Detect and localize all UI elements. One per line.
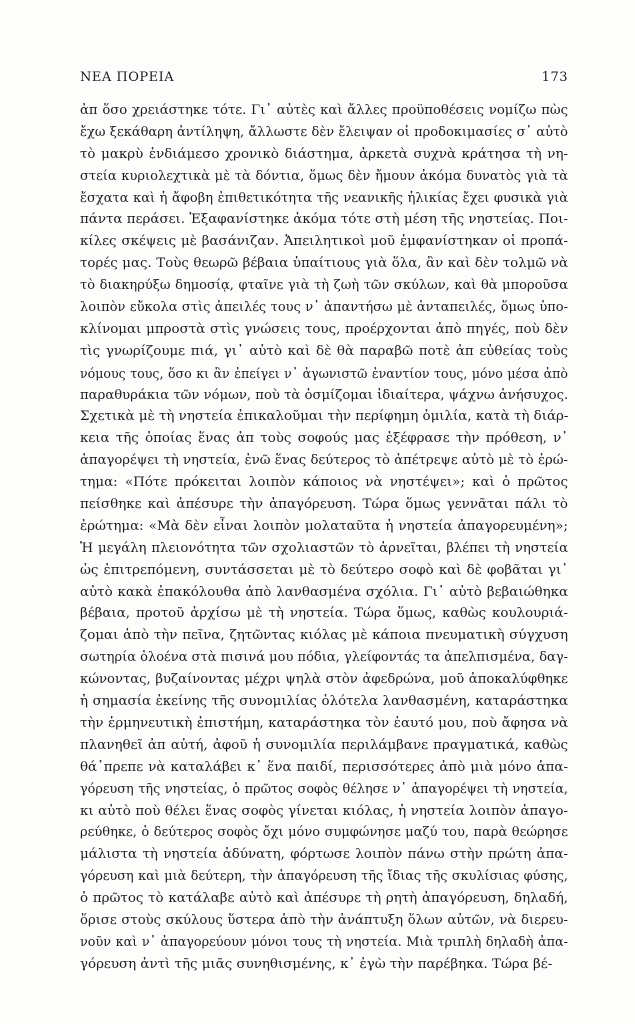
text-line: αὐτὸ κακὰ ἐπακόλουθα ἀπὸ λανθασμένα σχόλια. Γι᾽ αὐτὸ βεβαιώθηκα — [80, 584, 568, 600]
text-line: ὡς ἐπιτρεπόμενη, συντάσσεται μὲ τὸ δεύτερο σοφὸ καὶ δὲ φοβᾶται γι᾽ — [80, 562, 568, 578]
text-line: μάλιστα τὴ νηστεία ἀδύνατη, φόρτωσε λοιπὸν πάνω στὴν πρώτη ἀπα- — [80, 847, 568, 863]
text-line: τορές μας. Τοὺς θεωρῶ βέβαια ὑπαίτιους γιὰ ὅλα, ἂν καὶ δὲν τολμῶ νὰ — [80, 256, 568, 272]
text-line: παραθυράκια τῶν νόμων, ποὺ τὰ ὀσμίζομαι ἰδιαίτερα, ψάχνω ἀνήσυχος. — [80, 387, 568, 403]
text-line: ὁ πρῶτος τὸ κατάλαβε αὐτὸ καὶ ἀπέσυρε τὴ ρητὴ ἀπαγόρευση, δηλαδή, — [80, 891, 568, 907]
text-line: νόμους τους, ὅσο κι ἂν ἐπείγει ν᾽ ἀγωνιστῶ ἐναντίον τους, μόνο μέσα ἀπὸ — [80, 365, 568, 381]
text-line: ἔσχατα καὶ ἡ ἄφοβη ἐπιθετικότητα τῆς νεανικῆς ἡλικίας ἔχει φυσικὰ γιὰ — [80, 190, 568, 206]
text-line: γόρευση ἀντὶ τῆς μιᾶς συνηθισμένης, κ᾽ ἐγὼ τὴν παρέβηκα. Τώρα βέ- — [80, 956, 553, 972]
text-line: τὶς γνωρίζουμε πιά, γι᾽ αὐτὸ καὶ δὲ θὰ παραβῶ ποτὲ ἀπ εὐθείας τοὺς — [80, 343, 568, 359]
text-line: πάντα περάσει. Ἐξαφανίστηκε ἀκόμα τότε στὴ μέση τῆς νηστείας. Ποι- — [80, 212, 568, 228]
text-line: σωτηρία ὁλοένα στὰ πισινά μου πόδια, γλείφοντάς τα ἀπελπισμένα, δαγ- — [80, 650, 568, 666]
text-line: τὸ διακηρύξω δημοσίᾳ, φταῖνε γιὰ τὴ ζωὴ τῶν σκύλων, καὶ θὰ μποροῦσα — [80, 278, 568, 294]
body-text — [80, 100, 568, 976]
text-line: γόρευση τῆς νηστείας, ὁ πρῶτος σοφὸς θέλησε ν᾽ ἀπαγορέψει τὴ νηστεία, — [80, 781, 568, 797]
text-line: πείσθηκε καὶ ἀπέσυρε τὴν ἀπαγόρευση. Τώρα ὅμως γεννᾶται πάλι τὸ — [80, 497, 568, 513]
text-line: ἔχω ξεκάθαρη ἀντίληψη, ἄλλωστε δὲν ἔλειψαν οἱ προδοκιμασίες σ᾽ αὐτὸ — [80, 124, 568, 140]
text-line: ἀπαγορέψει τὴ νηστεία, ἐνῶ ἕνας δεύτερος τὸ ἀπέτρεψε αὐτὸ μὲ τὸ ἐρώ- — [80, 453, 568, 469]
text-line: κίλες σκέψεις μὲ βασάνιζαν. Ἀπειλητικοὶ μοῦ ἐμφανίστηκαν οἱ προπά- — [80, 234, 568, 250]
running-title: ΝΕΑ ΠΟΡΕΙΑ — [80, 70, 175, 85]
text-line: Σχετικὰ μὲ τὴ νηστεία ἐπικαλοῦμαι τὴν περίφημη ὁμιλία, κατὰ τὴ διάρ- — [80, 409, 568, 425]
text-line: ὅρισε στοὺς σκύλους ὕστερα ἀπὸ τὴν ἀνάπτυξη ὅλων αὐτῶν, νὰ διερευ- — [80, 912, 568, 928]
text-line: κεια τῆς ὁποίας ἕνας ἀπ τοὺς σοφούς μας ἐξέφρασε τὴν πρόθεση, ν᾽ — [80, 431, 568, 447]
text-line: Ἡ μεγάλη πλειονότητα τῶν σχολιαστῶν τὸ ἀρνεῖται, βλέπει τὴ νηστεία — [80, 540, 568, 556]
text-line: λοιπὸν εὔκολα στὶς ἀπειλές τους ν᾽ ἀπαντήσω μὲ ἀνταπειλές, ὅμως ὑπο- — [80, 300, 568, 316]
text-line: τὴν ἑρμηνευτικὴ ἐπιστήμη, καταράστηκα τὸν ἑαυτό μου, ποὺ ἄφησα νὰ — [80, 715, 568, 731]
text-line: ρεύθηκε, ὁ δεύτερος σοφὸς ὄχι μόνο συμφώνησε μαζύ του, παρὰ θεώρησε — [80, 825, 568, 841]
text-line: ζομαι ἀπὸ τὴν πεῖνα, ζητῶντας κιόλας μὲ κάποια πνευματικὴ σύγχυση — [80, 628, 568, 644]
text-line: τὸ μακρὺ ἐνδιάμεσο χρονικὸ διάστημα, ἀρκετὰ συχνὰ κράτησα τὴ νη- — [80, 146, 568, 162]
text-line: ἀπ ὅσο χρειάστηκε τότε. Γι᾽ αὐτὲς καὶ ἄλλες προϋποθέσεις νομίζω πὼς — [80, 103, 568, 118]
text-line: θά᾽πρεπε νὰ καταλάβει κ᾽ ἕνα παιδί, περισσότερες ἀπὸ μιὰ μόνο ἀπα- — [80, 759, 568, 775]
text-line: πλανηθεῖ ἀπ αὐτή, ἀφοῦ ἡ συνομιλία περιλάμβανε πραγματικά, καθὼς — [80, 737, 568, 753]
text-line: κι αὐτὸ ποὺ θέλει ἕνας σοφὸς γίνεται κιόλας, ἡ νηστεία λοιπὸν ἀπαγο- — [80, 803, 568, 819]
text-line: νοῦν καὶ ν᾽ ἀπαγορεύουν μόνοι τους τὴ νηστεία. Μιὰ τριπλὴ δηλαδὴ ἀπα- — [80, 934, 568, 950]
text-line: κώνοντας, βυζαίνοντας μέχρι ψηλὰ στὸν ἀφεδρώνα, μοῦ ἀποκαλύφθηκε — [80, 672, 568, 688]
text-line: στεία κυριολεχτικὰ μὲ τὰ δόντια, ὅμως δὲν ἤμουν ἀκόμα δυνατὸς γιὰ τὰ — [80, 168, 568, 184]
page-number: 173 — [541, 70, 568, 85]
text-line: γόρευση καὶ μιὰ δεύτερη, τὴν ἀπαγόρευση τῆς ἴδιας τῆς σκυλίσιας φύσης, — [80, 869, 568, 885]
text-line: τημα: «Πότε πρόκειται λοιπὸν κάποιος νὰ νηστέψει»; καὶ ὁ πρῶτος — [80, 475, 568, 491]
text-line: ἐρώτημα: «Μὰ δὲν εἶναι λοιπὸν μολαταῦτα ἡ νηστεία ἀπαγορευμένη»; — [80, 518, 568, 534]
text-line: ἡ σημασία ἐκείνης τῆς συνομιλίας ὁλότελα λανθασμένη, καταράστηκα — [80, 694, 568, 710]
running-head — [80, 70, 568, 85]
text-line: βέβαια, προτοῦ ἀρχίσω μὲ τὴ νηστεία. Τώρα ὅμως, καθὼς κουλουριά- — [80, 606, 568, 622]
text-line: κλίνομαι μπροστὰ στὶς γνώσεις τους, προέρχονται ἀπὸ πηγές, ποὺ δὲν — [80, 321, 568, 337]
